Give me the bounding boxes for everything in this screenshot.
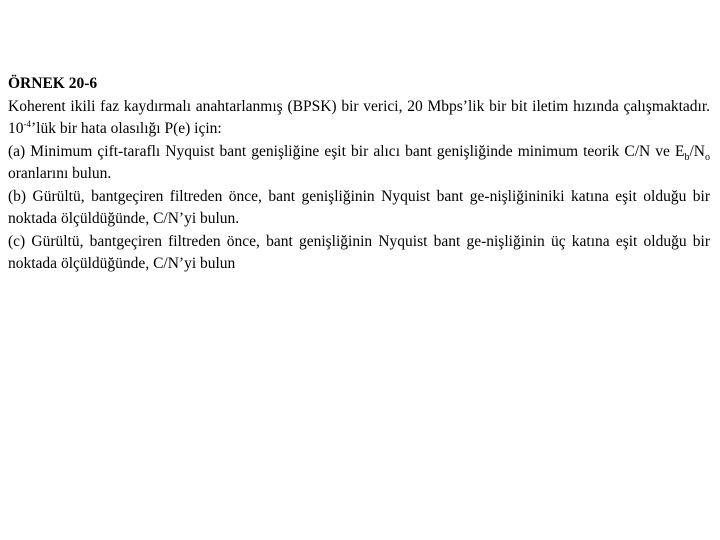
part-a-text-end: oranlarını bulun. <box>8 165 112 182</box>
problem-intro <box>8 96 710 141</box>
intro-text-end: ’lük bir hata olasılığı P(e) için: <box>31 120 222 137</box>
part-a-subscript-b: b <box>684 151 690 163</box>
document-body <box>8 73 710 276</box>
example-title: ÖRNEK 20-6 <box>8 75 98 92</box>
part-a-text: (a) Minimum çift-taraflı Nyquist bant genişliğine eşit bir alıcı bant genişliğinde minimum teorik C/N ve E <box>8 142 685 160</box>
part-b: (b) Gürültü, bantgeçiren filtreden önce, bant genişliğinin Nyquist bant ge-nişliğininiki katına eşit olduğu bir noktada ölçüldüğünde, C/N’yi bulun. <box>8 187 710 227</box>
part-a <box>8 141 710 186</box>
part-a-subscript-o: o <box>705 151 710 163</box>
part-a-slash-n: /N <box>689 142 705 160</box>
intro-exponent: -4 <box>23 118 31 129</box>
part-c: (c) Gürültü, bantgeçiren filtreden önce, bant genişliğinin Nyquist bant ge-nişliğinin üç katına eşit olduğu bir noktada ölçüldüğünde, C/N’yi bulun <box>8 232 710 272</box>
intro-text-start: Koherent ikili faz kaydırmalı anahtarlanmış (BPSK) bir verici, 20 Mbps’lik bir bit iletim hızında çalışmaktadır. 10 <box>8 97 710 137</box>
